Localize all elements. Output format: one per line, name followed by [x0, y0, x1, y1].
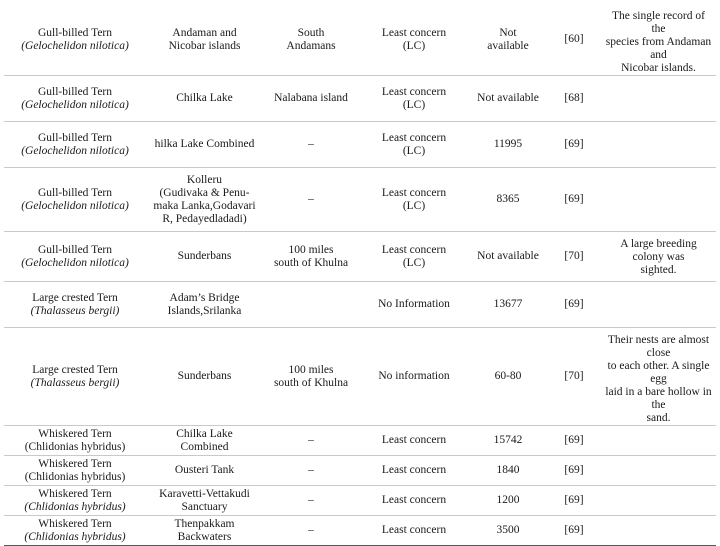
cell-line: Least concern: [381, 131, 447, 144]
cell-line: –: [308, 138, 314, 150]
data-table: [4, 4, 716, 546]
cell-line: R, Pedayedladadi): [162, 212, 247, 225]
table-row: [4, 232, 716, 282]
cell-line: 8365: [496, 193, 520, 205]
cell-line: Least concern: [381, 26, 447, 39]
note-cell: [601, 426, 716, 456]
cell-line: 100 miles: [288, 363, 334, 376]
cell-line: 1840: [496, 464, 520, 476]
species-cell: [4, 4, 146, 76]
cell-line: Backwaters: [177, 530, 232, 543]
cell-line: Nicobar islands.: [621, 62, 696, 74]
locality-cell: [263, 516, 359, 546]
scientific-name: (Chlidonias hybridus): [24, 530, 126, 543]
count-cell: [469, 486, 547, 516]
locality-cell: [263, 456, 359, 486]
cell-line: Sunderbans: [177, 250, 232, 262]
locality-cell: [263, 232, 359, 282]
scientific-name: (Gelochelidon nilotica): [21, 39, 129, 52]
table-row: [4, 426, 716, 456]
cell-line: No information: [378, 370, 450, 382]
cell-line: Not: [499, 26, 517, 39]
species-name: Gull-billed Tern: [37, 186, 113, 199]
scientific-name: (Gelochelidon nilotica): [21, 256, 129, 269]
scientific-name: (Chlidonias hybridus): [24, 470, 126, 483]
locality-cell: [263, 168, 359, 232]
species-cell: [4, 456, 146, 486]
reference-cell: [60]: [547, 4, 601, 76]
species-cell: [4, 76, 146, 122]
count-cell: [469, 232, 547, 282]
note-cell: [601, 486, 716, 516]
species-cell: [4, 516, 146, 546]
cell-line: 60-80: [494, 370, 522, 382]
species-cell: [4, 282, 146, 328]
cell-line: Least concern: [381, 186, 447, 199]
cell-line: species from Andaman and: [605, 36, 712, 61]
reference-cell: [69]: [547, 486, 601, 516]
status-cell: [359, 122, 469, 168]
site-cell: [146, 4, 263, 76]
cell-line: Andaman and: [172, 26, 237, 39]
cell-line: (LC): [402, 39, 426, 52]
note-cell: [601, 76, 716, 122]
cell-line: Nalabana island: [274, 92, 348, 104]
cell-line: Combined: [180, 440, 229, 453]
reference-cell: [69]: [547, 456, 601, 486]
cell-line: The single record of the: [612, 10, 705, 35]
species-name: Large crested Tern: [32, 291, 118, 304]
species-cell: [4, 232, 146, 282]
cell-line: Sanctuary: [181, 500, 228, 513]
scientific-name: (Gelochelidon nilotica): [21, 144, 129, 157]
cell-line: South: [297, 26, 325, 39]
count-cell: [469, 516, 547, 546]
cell-line: Ousteri Tank: [174, 464, 235, 476]
cell-line: 15742: [493, 434, 523, 446]
count-cell: [469, 282, 547, 328]
table-row: [4, 456, 716, 486]
cell-line: sighted.: [640, 264, 677, 276]
count-cell: [469, 168, 547, 232]
note-cell: [601, 168, 716, 232]
cell-line: to each other. A single egg: [607, 360, 710, 385]
reference-cell: [69]: [547, 426, 601, 456]
cell-line: Least concern: [381, 464, 447, 476]
cell-line: –: [308, 193, 314, 205]
status-cell: [359, 426, 469, 456]
status-cell: [359, 4, 469, 76]
table-row: [4, 486, 716, 516]
note-cell: [601, 516, 716, 546]
reference-cell: [70]: [547, 328, 601, 426]
cell-line: south of Khulna: [273, 256, 349, 269]
site-cell: [146, 282, 263, 328]
cell-line: Andamans: [286, 39, 336, 52]
cell-line: –: [308, 464, 314, 476]
reference-cell: [68]: [547, 76, 601, 122]
table-row: [4, 4, 716, 76]
scientific-name: (Chlidonias hybridus): [24, 440, 126, 453]
locality-cell: [263, 486, 359, 516]
reference-cell: [69]: [547, 168, 601, 232]
count-cell: [469, 4, 547, 76]
status-cell: [359, 76, 469, 122]
species-name: Whiskered Tern: [38, 487, 112, 500]
locality-cell: [263, 4, 359, 76]
cell-line: Chilka Lake: [176, 92, 233, 104]
cell-line: Least concern: [381, 524, 447, 536]
status-cell: [359, 486, 469, 516]
table-body: [4, 4, 716, 546]
cell-line: –: [308, 524, 314, 536]
site-cell: [146, 76, 263, 122]
table-row: [4, 76, 716, 122]
cell-line: available: [487, 39, 529, 52]
species-cell: [4, 486, 146, 516]
table-row: [4, 282, 716, 328]
cell-line: Karavetti-Vettakudi: [159, 487, 250, 500]
cell-line: (LC): [402, 144, 426, 157]
note-cell: [601, 232, 716, 282]
status-cell: [359, 168, 469, 232]
status-cell: [359, 232, 469, 282]
cell-line: sand.: [646, 412, 671, 424]
cell-line: south of Khulna: [273, 376, 349, 389]
reference-cell: [69]: [547, 282, 601, 328]
note-cell: [601, 122, 716, 168]
species-name: Large crested Tern: [32, 363, 118, 376]
species-name: Gull-billed Tern: [37, 243, 113, 256]
species-cell: [4, 168, 146, 232]
locality-cell: [263, 328, 359, 426]
cell-line: Thenpakkam: [174, 517, 235, 530]
cell-line: maka Lanka,Godavari: [153, 199, 256, 212]
cell-line: laid in a bare hollow in the: [605, 386, 712, 411]
table-row: [4, 516, 716, 546]
cell-line: 11995: [493, 138, 523, 150]
table-row: [4, 168, 716, 232]
locality-cell: [263, 122, 359, 168]
reference-cell: [69]: [547, 122, 601, 168]
cell-line: 13677: [493, 298, 523, 310]
status-cell: [359, 456, 469, 486]
note-cell: [601, 4, 716, 76]
count-cell: [469, 328, 547, 426]
note-cell: [601, 328, 716, 426]
cell-line: 3500: [496, 524, 520, 536]
species-name: Whiskered Tern: [38, 457, 112, 470]
cell-line: 1200: [496, 494, 520, 506]
site-cell: [146, 456, 263, 486]
cell-line: Adam’s Bridge: [169, 291, 240, 304]
status-cell: [359, 328, 469, 426]
species-name: Gull-billed Tern: [37, 131, 113, 144]
cell-line: Kolleru: [186, 173, 223, 186]
status-cell: [359, 516, 469, 546]
cell-line: hilka Lake Combined: [154, 138, 255, 150]
locality-cell: [263, 426, 359, 456]
cell-line: A large breeding colony was: [620, 238, 697, 263]
table-row: [4, 328, 716, 426]
locality-cell: [263, 282, 359, 328]
scientific-name: (Gelochelidon nilotica): [21, 199, 129, 212]
cell-line: (LC): [402, 199, 426, 212]
table-row: [4, 122, 716, 168]
scientific-name: (Thalasseus bergii): [30, 376, 120, 389]
cell-line: Islands,Srilanka: [167, 304, 242, 317]
cell-line: Nicobar islands: [168, 39, 241, 52]
species-name: Gull-billed Tern: [37, 85, 113, 98]
cell-line: Least concern: [381, 85, 447, 98]
note-cell: [601, 282, 716, 328]
species-name: Whiskered Tern: [38, 427, 112, 440]
site-cell: [146, 232, 263, 282]
cell-line: Not available: [477, 250, 539, 262]
cell-line: Least concern: [381, 243, 447, 256]
count-cell: [469, 426, 547, 456]
species-name: Whiskered Tern: [38, 517, 112, 530]
cell-line: Least concern: [381, 494, 447, 506]
site-cell: [146, 426, 263, 456]
scientific-name: (Gelochelidon nilotica): [21, 98, 129, 111]
cell-line: –: [308, 494, 314, 506]
cell-line: No Information: [378, 298, 450, 310]
species-cell: [4, 122, 146, 168]
cell-line: Least concern: [381, 434, 447, 446]
reference-cell: [70]: [547, 232, 601, 282]
site-cell: [146, 486, 263, 516]
count-cell: [469, 76, 547, 122]
status-cell: [359, 282, 469, 328]
site-cell: [146, 168, 263, 232]
cell-line: Not available: [477, 92, 539, 104]
cell-line: (LC): [402, 256, 426, 269]
scientific-name: (Chlidonias hybridus): [24, 500, 126, 513]
site-cell: [146, 516, 263, 546]
count-cell: [469, 122, 547, 168]
scientific-name: (Thalasseus bergii): [30, 304, 120, 317]
species-name: Gull-billed Tern: [37, 26, 113, 39]
site-cell: [146, 122, 263, 168]
species-cell: [4, 328, 146, 426]
locality-cell: [263, 76, 359, 122]
reference-cell: [69]: [547, 516, 601, 546]
cell-line: (LC): [402, 98, 426, 111]
species-cell: [4, 426, 146, 456]
count-cell: [469, 456, 547, 486]
note-cell: [601, 456, 716, 486]
cell-line: Sunderbans: [177, 370, 232, 382]
cell-line: Chilka Lake: [176, 427, 233, 440]
cell-line: (Gudivaka & Penu-: [159, 186, 250, 199]
cell-line: –: [308, 434, 314, 446]
site-cell: [146, 328, 263, 426]
cell-line: 100 miles: [288, 243, 334, 256]
cell-line: Their nests are almost close: [607, 334, 710, 359]
